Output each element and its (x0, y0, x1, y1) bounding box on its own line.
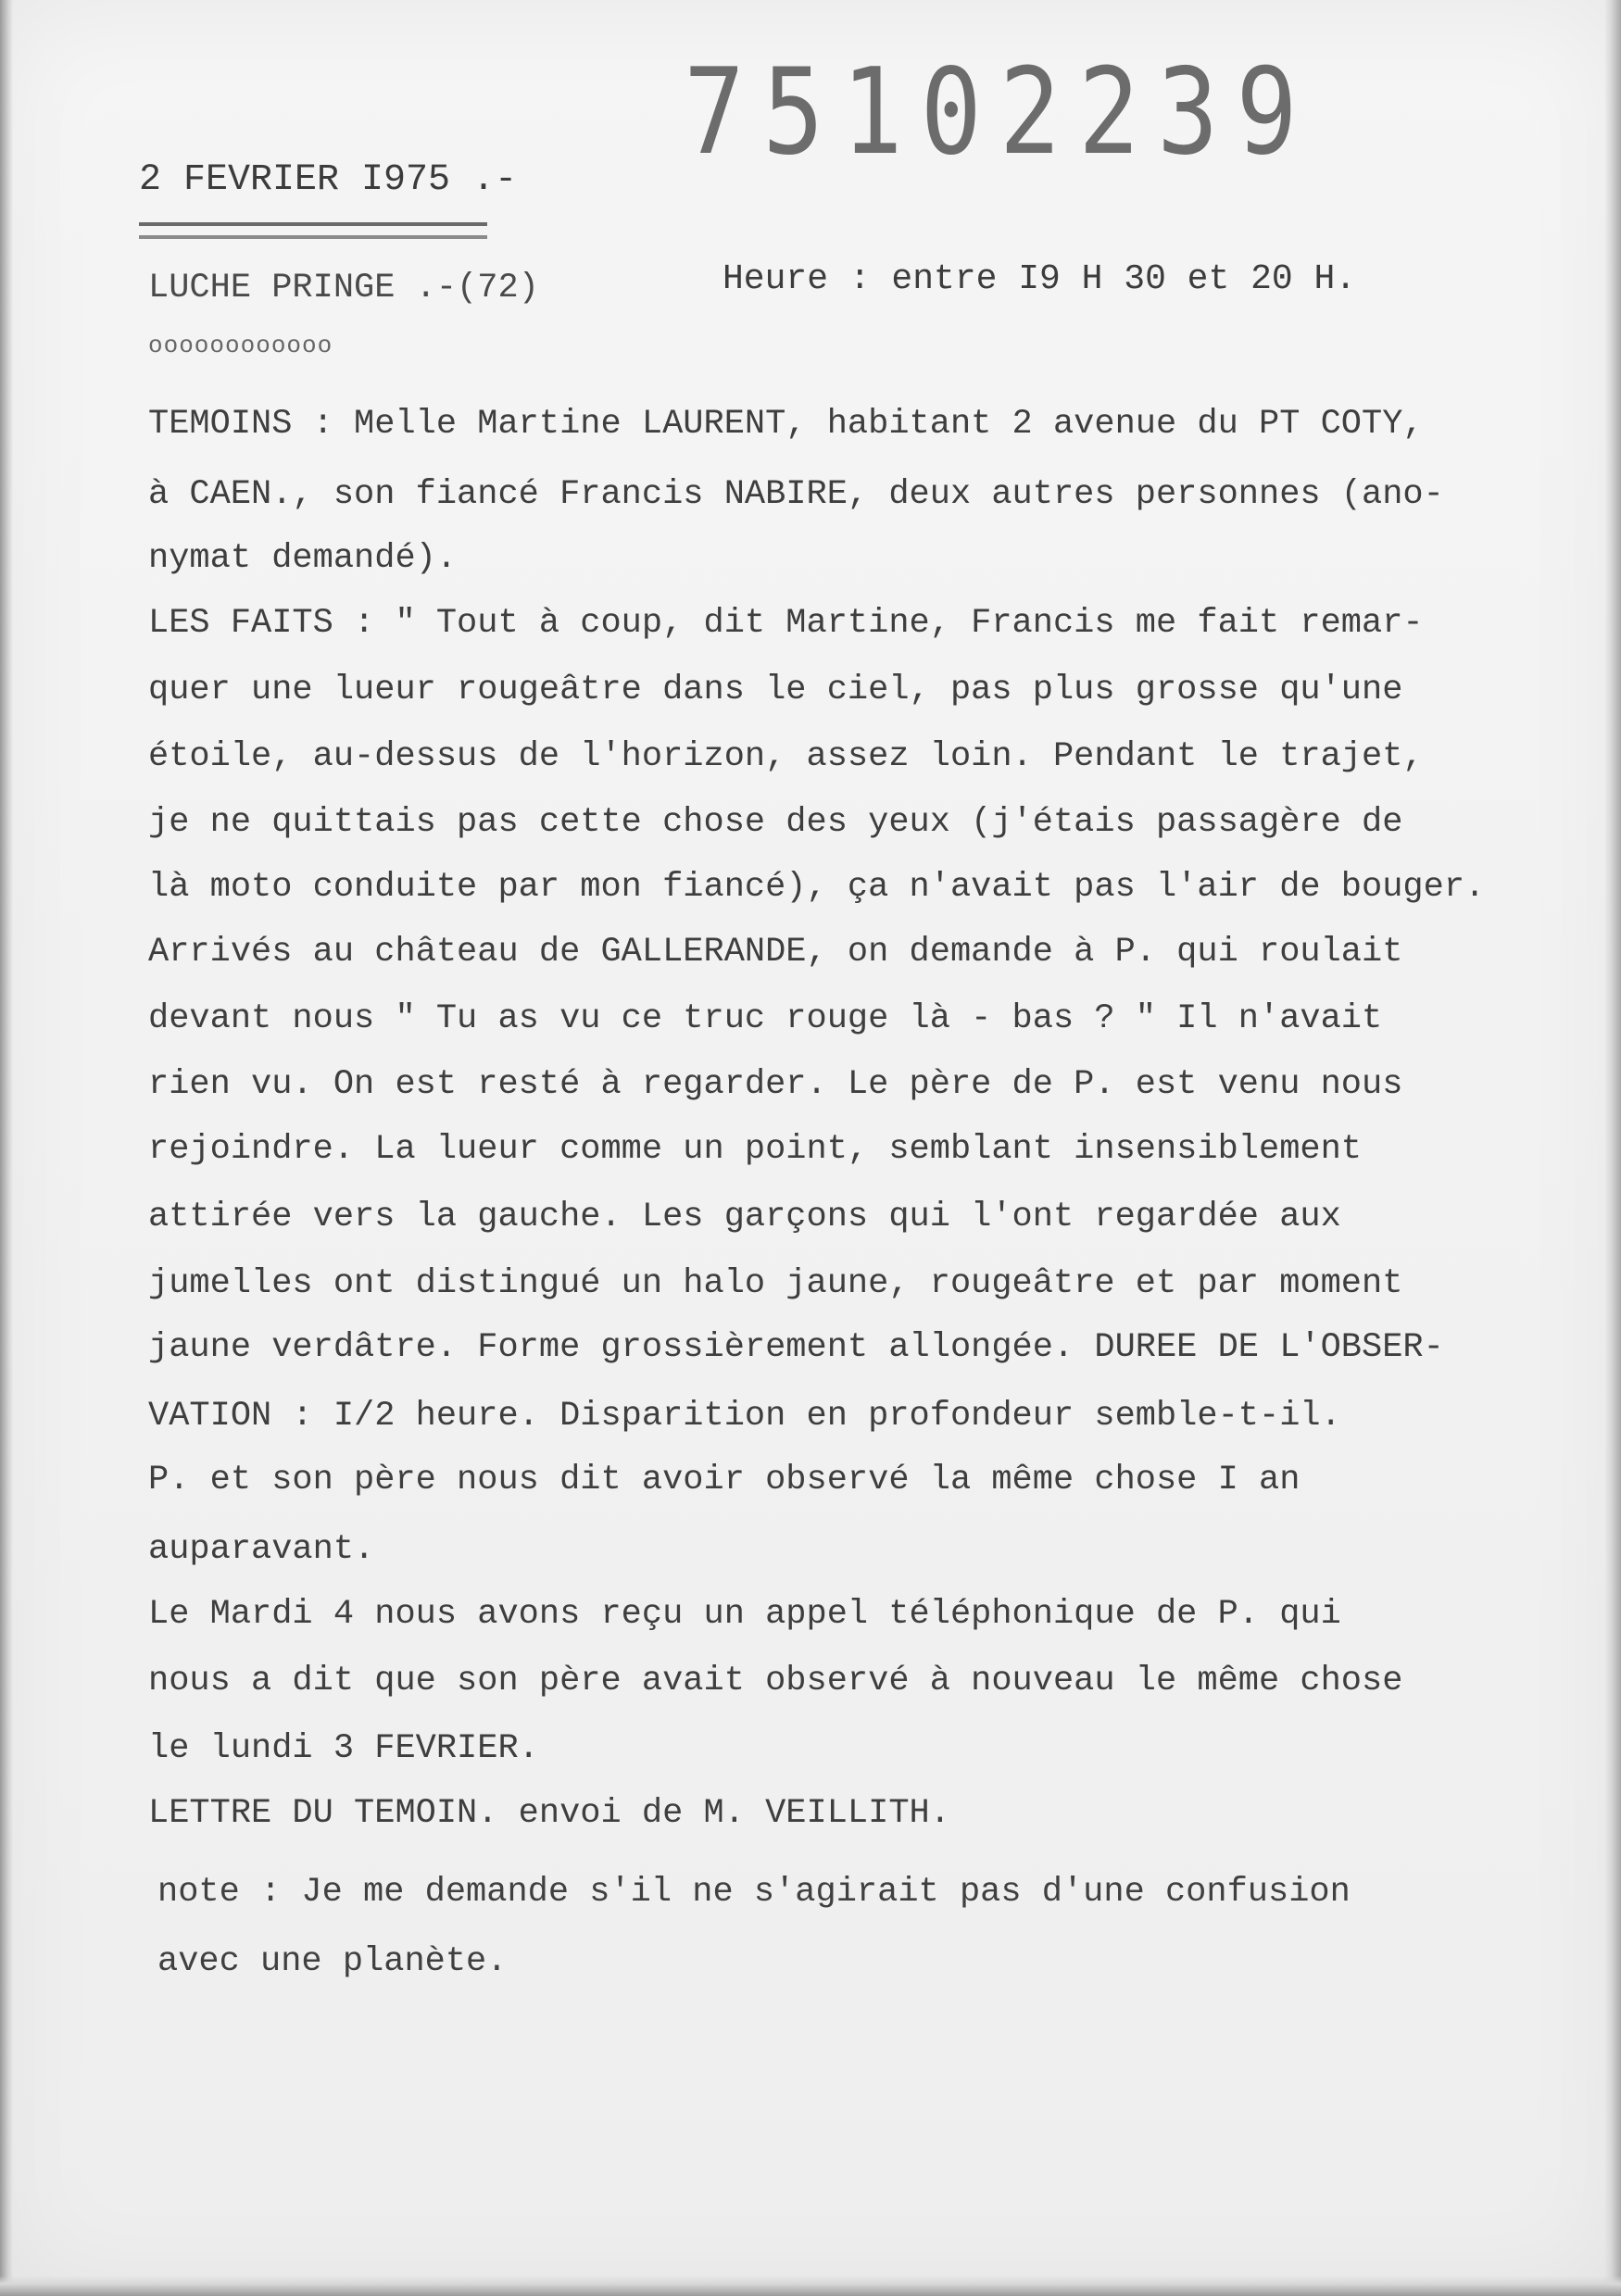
body-line: étoile, au-dessus de l'horizon, assez loin. Pendant le trajet, (148, 737, 1424, 776)
body-line: le lundi 3 FEVRIER. (148, 1729, 539, 1768)
report-date: 2 FEVRIER I975 .- (139, 159, 518, 201)
observation-time: Heure : entre I9 H 30 et 20 H. (723, 259, 1357, 299)
body-line: rien vu. On est resté à regarder. Le père de P. est venu nous (148, 1065, 1403, 1104)
body-line: quer une lueur rougeâtre dans le ciel, pas plus grosse qu'une (148, 671, 1403, 709)
scan-edge-bottom (0, 2276, 1621, 2296)
note-line: avec une planète. (157, 1942, 508, 1981)
note-line: note : Je me demande s'il ne s'agirait pas d'une confusion (157, 1873, 1351, 1912)
body-line: nous a dit que son père avait observé à nouveau le même chose (148, 1662, 1403, 1700)
body-line: devant nous " Tu as vu ce truc rouge là - bas ? " Il n'avait (148, 999, 1383, 1038)
location-heading: LUCHE PRINGE .-(72) (148, 269, 539, 307)
body-line: P. et son père nous dit avoir observé la même chose I an (148, 1461, 1301, 1499)
body-line: LES FAITS : " Tout à coup, dit Martine, Francis me fait remar- (148, 604, 1424, 643)
body-line: je ne quittais pas cette chose des yeux (j'étais passagère de (148, 803, 1403, 842)
body-line: à CAEN., son fiancé Francis NABIRE, deux autres personnes (ano- (148, 475, 1444, 514)
body-line: LETTRE DU TEMOIN. envoi de M. VEILLITH. (148, 1794, 950, 1833)
body-line: TEMOINS : Melle Martine LAURENT, habitant 2 avenue du PT COTY, (148, 405, 1424, 444)
body-line: jaune verdâtre. Forme grossièrement allongée. DUREE DE L'OBSER- (148, 1328, 1444, 1367)
body-line: rejoindre. La lueur comme un point, semblant insensiblement (148, 1130, 1363, 1169)
body-line: auparavant. (148, 1530, 375, 1569)
body-line: Arrivés au château de GALLERANDE, on demande à P. qui roulait (148, 933, 1403, 972)
scan-edge-left (0, 0, 13, 2296)
body-line: Le Mardi 4 nous avons reçu un appel téléphonique de P. qui (148, 1595, 1341, 1634)
body-line: attirée vers la gauche. Les garçons qui l'ont regardée aux (148, 1198, 1341, 1236)
body-line: jumelles ont distingué un halo jaune, rougeâtre et par moment (148, 1264, 1403, 1303)
scan-edge-right (1604, 0, 1621, 2296)
date-underline (139, 222, 487, 239)
reference-number-stamp: 75102239 (684, 44, 1315, 182)
separator-line: oooooooooooo (148, 332, 333, 359)
body-line: nymat demandé). (148, 539, 458, 578)
body-line: là moto conduite par mon fiancé), ça n'avait pas l'air de bouger. (148, 868, 1486, 907)
body-line: VATION : I/2 heure. Disparition en profondeur semble-t-il. (148, 1397, 1341, 1436)
